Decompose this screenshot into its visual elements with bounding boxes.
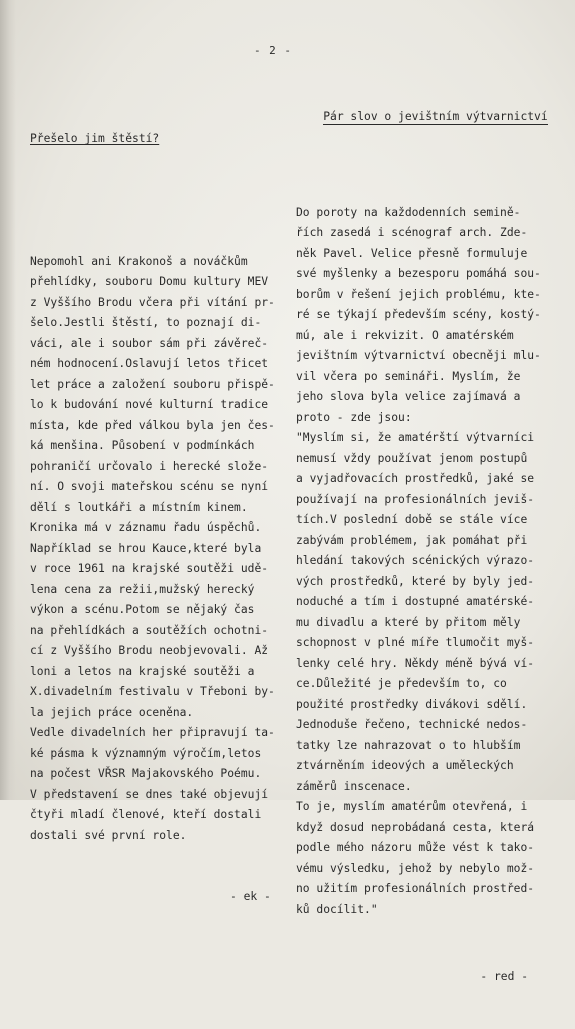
text-line: let práce a založení souboru přispě- xyxy=(30,377,275,391)
text-line: dostali své první role. xyxy=(30,828,187,842)
text-line: tích.V poslední době se stále více xyxy=(296,513,528,526)
text-line: Do poroty na každodenních semině- xyxy=(296,205,521,219)
text-line: vých prostředků, které by byly jed- xyxy=(296,574,535,588)
text-line: noduché a tím i dostupné amatérské- xyxy=(296,595,535,608)
text-line: z Vyššího Brodu včera při vítání pr- xyxy=(30,295,275,309)
text-line: proto - zde jsou: xyxy=(296,410,412,424)
text-line: lo k budování nové kulturní tradice xyxy=(30,398,269,411)
text-line: X.divadelním festivalu v Třeboni by- xyxy=(30,685,275,698)
text-line: váci, ale i soubor sám při závěreč- xyxy=(30,336,269,350)
text-line: To je, myslím amatérům otevřená, i xyxy=(296,800,528,813)
page-number: - 2 - xyxy=(253,44,293,57)
left-article-body xyxy=(30,252,285,847)
text-line: schopnost v plné míře tlumočit myš- xyxy=(296,636,535,649)
text-line: nemusí vždy používat jenom postupů xyxy=(296,451,528,465)
text-line: Vedle divadelních her připravují ta- xyxy=(30,726,275,739)
text-line: něk Pavel. Velice přesně formuluje xyxy=(296,246,528,260)
text-line: ká menšina. Působení v podmínkách xyxy=(30,439,255,452)
text-line: ré se týkají především scény, kostý- xyxy=(296,308,541,321)
text-line: Nepomohl ani Krakonoš a nováčkům xyxy=(30,254,248,268)
text-line: místa, kde před válkou byla jen čes- xyxy=(30,418,275,432)
right-article xyxy=(296,86,558,1029)
text-line: na přehlídkách a soutěžích ochotni- xyxy=(30,623,269,637)
text-line: no užitím profesionálních prostřed- xyxy=(296,882,535,895)
text-line: cí z Vyššího Brodu neobjevovali. Až xyxy=(30,644,269,657)
text-line: používají na profesionálních jeviš- xyxy=(296,492,535,506)
text-line: Jednoduše řečeno, technické nedos- xyxy=(296,718,528,731)
text-line: vil včera po semináři. Myslím, že xyxy=(296,369,521,383)
left-article-title: Přešelo jim štěstí? xyxy=(30,132,160,145)
text-line: šelo.Jestli štěstí, to poznají di- xyxy=(30,316,262,329)
text-line: ztvárněním ideových a uměleckých xyxy=(296,759,514,772)
spacer xyxy=(30,191,285,211)
text-line: ků docílit." xyxy=(296,902,378,916)
text-line: borům v řešení jejich problému, kte- xyxy=(296,287,541,301)
text-line: a vyjadřovacích prostředků, jaké se xyxy=(296,472,535,485)
text-line: hledání takových scénických výrazo- xyxy=(296,554,535,567)
text-line: své myšlenky a bezesporu pomáhá sou- xyxy=(296,267,541,280)
text-line: na počest VŘSR Majakovského Poému. xyxy=(30,767,262,780)
text-line: la jejich práce oceněna. xyxy=(30,705,194,719)
text-line: v roce 1961 na krajské soutěži udě- xyxy=(30,562,269,575)
text-line: řích zasedá i scénograf arch. Zde- xyxy=(296,226,528,239)
text-line: použité prostředky divákovi sdělí. xyxy=(296,697,528,711)
text-line: ce.Důležité je především to, co xyxy=(296,677,507,690)
text-line: čtyři mladí členové, kteří dostali xyxy=(30,808,262,821)
text-line: loni a letos na krajské soutěži a xyxy=(30,664,255,678)
text-line: ném hodnocení.Oslavují letos třicet xyxy=(30,357,269,370)
text-line: dělí s loutkáři a místním kinem. xyxy=(30,500,248,514)
text-line: lena cena za režii,mužský herecký xyxy=(30,582,255,596)
text-line: ké pásma k významným výročím,letos xyxy=(30,746,262,760)
text-line: mú, ale i rekvizit. O amatérském xyxy=(296,328,514,342)
text-line: ní. O svoji mateřskou scénu se nyní xyxy=(30,480,269,493)
right-article-body xyxy=(296,203,558,921)
text-line: Kronika má v záznamu řadu úspěchů. xyxy=(30,521,262,534)
text-line: přehlídky, souboru Domu kultury MEV xyxy=(30,275,269,288)
text-line: podle mého názoru může vést k tako- xyxy=(296,841,535,854)
page-fold-shadow xyxy=(0,0,16,800)
text-line: mu divadlu a které by přitom měly xyxy=(296,615,521,629)
text-line: Například se hrou Kauce,které byla xyxy=(30,541,262,555)
right-article-title: Pár slov o jevištním výtvarnictví xyxy=(323,109,548,123)
text-line: V představení se dnes také objevují xyxy=(30,787,269,801)
right-article-signature: - red - xyxy=(480,970,528,983)
text-line: "Myslím si, že amatérští výtvarníci xyxy=(296,431,535,444)
text-line: vému výsledku, jehož by nebylo mož- xyxy=(296,861,535,875)
text-line: jeho slova byla velice zajímavá a xyxy=(296,390,521,403)
text-line: lenky celé hry. Někdy méně bývá ví- xyxy=(296,656,535,670)
text-line: pohraničí určovalo i herecké slože- xyxy=(30,459,269,473)
left-article xyxy=(30,88,285,949)
text-line: když dosud neprobádaná cesta, která xyxy=(296,820,535,834)
left-article-signature: - ek - xyxy=(230,890,271,903)
text-line: tatky lze nahrazovat o to hlubším xyxy=(296,738,521,752)
spacer xyxy=(296,148,558,162)
text-line: výkon a scénu.Potom se nějaký čas xyxy=(30,603,255,616)
text-line: záměrů inscenace. xyxy=(296,779,412,793)
text-line: zabývám problémem, jak pomáhat při xyxy=(296,533,528,547)
text-line: jevištním výtvarnictví obecněji mlu- xyxy=(296,349,541,362)
